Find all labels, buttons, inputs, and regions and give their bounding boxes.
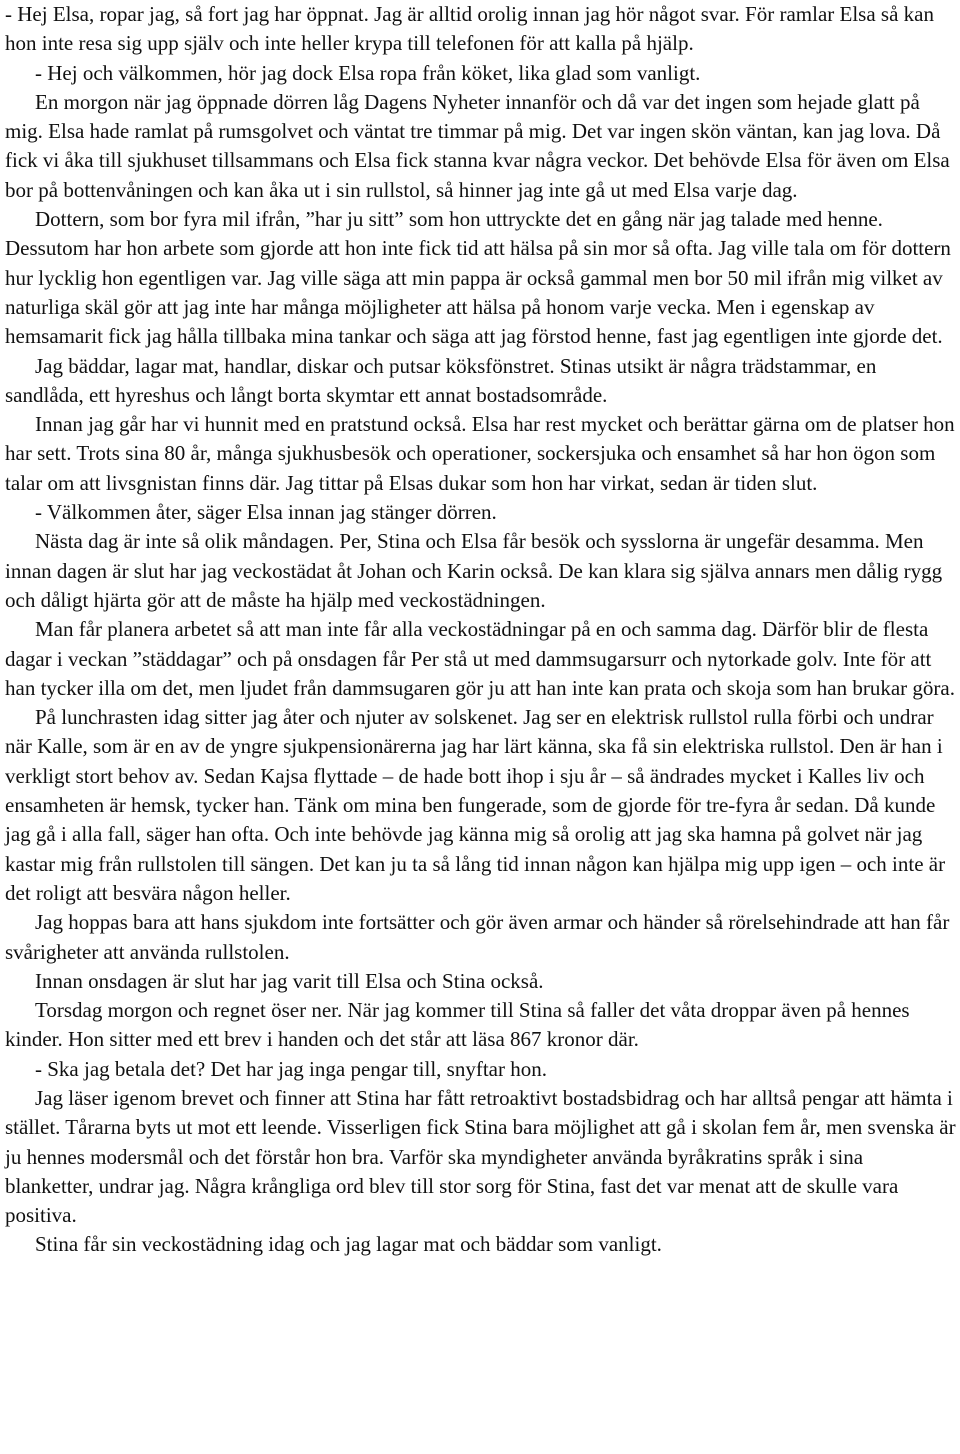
paragraph-2: - Hej och välkommen, hör jag dock Elsa ropa från köket, lika glad som vanligt. xyxy=(35,60,701,85)
paragraph-3: En morgon när jag öppnade dörren låg Dagens Nyheter innanför och då var det ingen som hejade glatt på mig. Elsa hade ramlat på rumsgolvet och väntat tre timmar på mig. Det var ingen skön väntan, kan jag lova. Då fick vi åka till sjukhuset tillsammans och Elsa fick stanna kvar några veckor. Det behövde Elsa för även om Elsa bor på bottenvåningen och kan åka ut i sin rullstol, så hinner jag inte gå ut med Elsa varje dag. xyxy=(5,89,950,202)
paragraph-12: Innan onsdagen är slut har jag varit till Elsa och Stina också. xyxy=(35,968,544,993)
paragraph-11: Jag hoppas bara att hans sjukdom inte fortsätter och gör även armar och händer så rörelsehindrade att han får svårigheter att använda rullstolen. xyxy=(5,910,950,964)
paragraph-1: - Hej Elsa, ropar jag, så fort jag har öppnat. Jag är alltid orolig innan jag hör något svar. För ramlar Elsa så kan hon inte resa sig upp själv och inte heller krypa till telefonen för att kalla på hjälp. xyxy=(5,2,934,56)
paragraph-4: Dottern, som bor fyra mil ifrån, ”har ju sitt” som hon uttryckte det en gång när jag talade med henne. Dessutom har hon arbete som gjorde att hon inte fick tid att hälsa på sin mor så ofta. Jag ville tala om för dottern hur lycklig hon egentligen var. Jag ville säga att min pappa är också gammal men bor 50 mil ifrån mig vilket av naturliga skäl gör att jag inte har många möjligheter att hälsa på honom varje vecka. Men i egenskap av hemsamarit fick jag hålla tillbaka mina tankar och säga att jag förstod henne, fast jag egentligen inte gjorde det. xyxy=(5,207,951,349)
paragraph-5: Jag bäddar, lagar mat, handlar, diskar och putsar köksfönstret. Stinas utsikt är några trädstammar, en sandlåda, ett hyreshus och långt borta skymtar ett annat bostadsområde. xyxy=(5,353,877,407)
paragraph-14: - Ska jag betala det? Det har jag inga pengar till, snyftar hon. xyxy=(35,1056,547,1081)
paragraph-6: Innan jag går har vi hunnit med en pratstund också. Elsa har rest mycket och berättar gärna om de platser hon har sett. Trots sina 80 år, många sjukhusbesök och operationer, sockersjuka och ensamhet så har hon ögon som talar om att livsgnistan finns där. Jag tittar på Elsas dukar som hon har virkat, sedan är tiden slut. xyxy=(5,412,955,495)
paragraph-10: På lunchrasten idag sitter jag åter och njuter av solskenet. Jag ser en elektrisk rullstol rulla förbi och undrar när Kalle, som är en av de yngre sjukpensionärerna jag har lärt känna, ska få sin elektriska rullstol. Den är han i verkligt stort behov av. Sedan Kajsa flyttade – de hade bott ihop i sju år – så ändrades mycket i Kalles liv och ensamheten är hemsk, tycker han. Tänk om mina ben fungerade, som de gjorde för tre-fyra år sedan. Då kunde jag gå i alla fall, säger han ofta. Och inte behövde jag känna mig så orolig att jag ska hamna på golvet när jag kastar mig från rullstolen till sängen. Det kan ju ta så lång tid innan någon kan hjälpa mig upp igen – och inte är det roligt att besvära någon heller. xyxy=(5,705,946,905)
paragraph-15: Jag läser igenom brevet och finner att Stina har fått retroaktivt bostadsbidrag och har alltså pengar att hämta i stället. Tårarna byts ut mot ett leende. Visserligen fick Stina bara möjlighet att gå i skolan fem år, men svenska är ju hennes modersmål och det förstår hon bra. Varför ska myndigheter använda byråkratins språk i sina blanketter, undrar jag. Några krångliga ord blev till stor sorg för Stina, fast det var menat att de skulle vara positiva. xyxy=(5,1085,956,1228)
paragraph-16: Stina får sin veckostädning idag och jag lagar mat och bäddar som vanligt. xyxy=(35,1232,662,1257)
paragraph-9: Man får planera arbetet så att man inte får alla veckostädningar på en och samma dag. Därför blir de flesta dagar i veckan ”städdagar” och på onsdagen får Per stå ut med dammsugarsurr och nytorkade golv. Inte för att han tycker illa om det, men ljudet från dammsugaren gör ju att han inte kan prata och skoja som han brukar göra. xyxy=(5,617,955,700)
paragraph-13: Torsdag morgon och regnet öser ner. När jag kommer till Stina så faller det våta droppar även på hennes kinder. Hon sitter med ett brev i handen och det står att läsa 867 kronor där. xyxy=(5,998,910,1052)
paragraph-8: Nästa dag är inte så olik måndagen. Per, Stina och Elsa får besök och sysslorna är ungefär desamma. Men innan dagen är slut har jag veckostädat åt Johan och Karin också. De kan klara sig själva annars men dålig rygg och dåligt hjärta gör att de måste ha hjälp med veckostädningen. xyxy=(5,529,943,612)
paragraph-7: - Välkommen åter, säger Elsa innan jag stänger dörren. xyxy=(35,500,497,525)
